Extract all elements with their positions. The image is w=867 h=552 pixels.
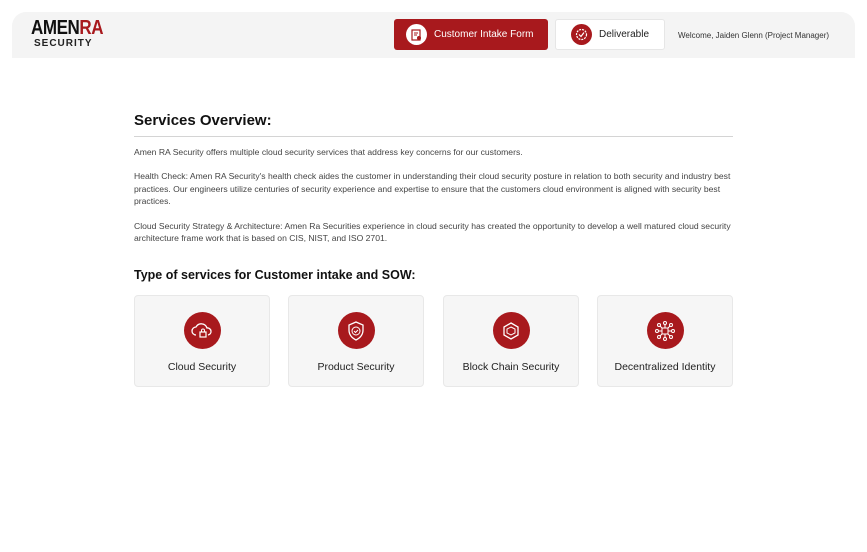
- service-card-product-security[interactable]: [288, 295, 424, 387]
- service-card-block-chain-security[interactable]: [443, 295, 579, 387]
- service-card-decentralized-identity[interactable]: [597, 295, 733, 387]
- service-label: Product Security: [317, 361, 395, 373]
- cube-icon: [493, 312, 530, 349]
- shield-check-icon: [338, 312, 375, 349]
- health-check-text: Health Check: Amen RA Security's health check aides the customer in understanding their cloud security posture in relation to both security and industry best practices. Our engineers utilize centuries of security experience and expertise to ensure that the customers cloud environment is aligned with security best practices.: [134, 171, 731, 207]
- intro-text: Amen RA Security offers multiple cloud security services that address key concerns for our customers.: [134, 147, 523, 157]
- top-header: [12, 12, 855, 58]
- deliverable-button[interactable]: [555, 19, 665, 50]
- deliverable-button-label: Deliverable: [599, 29, 650, 40]
- services-overview: [134, 112, 733, 244]
- gear-check-icon: [571, 24, 592, 45]
- divider: [134, 136, 733, 137]
- service-label: Block Chain Security: [462, 361, 560, 373]
- logo-text: AMEN: [31, 17, 80, 39]
- cloud-lock-icon: [184, 312, 221, 349]
- logo-text-accent: RA: [79, 17, 104, 39]
- logo-subtext: SECURITY: [34, 38, 93, 49]
- welcome-text: Welcome, Jaiden Glenn (Project Manager): [678, 31, 830, 40]
- intake-button-label: Customer Intake Form: [434, 29, 534, 40]
- service-label: Decentralized Identity: [614, 361, 716, 373]
- services-heading: Type of services for Customer intake and SOW:: [134, 268, 416, 282]
- network-icon: [647, 312, 684, 349]
- service-card-cloud-security[interactable]: [134, 295, 270, 387]
- strategy-text: Cloud Security Strategy & Architecture: Amen Ra Securities experience in cloud security has created the opportunity to develop a well matured cloud security architecture frame work that is based on CIS, NIST, and ISO 2701.: [134, 220, 731, 244]
- service-label: Cloud Security: [167, 361, 237, 373]
- page-title: Services Overview:: [134, 112, 272, 129]
- amenra-logo[interactable]: [31, 18, 116, 49]
- form-icon: [406, 24, 427, 45]
- customer-intake-form-button[interactable]: [394, 19, 548, 50]
